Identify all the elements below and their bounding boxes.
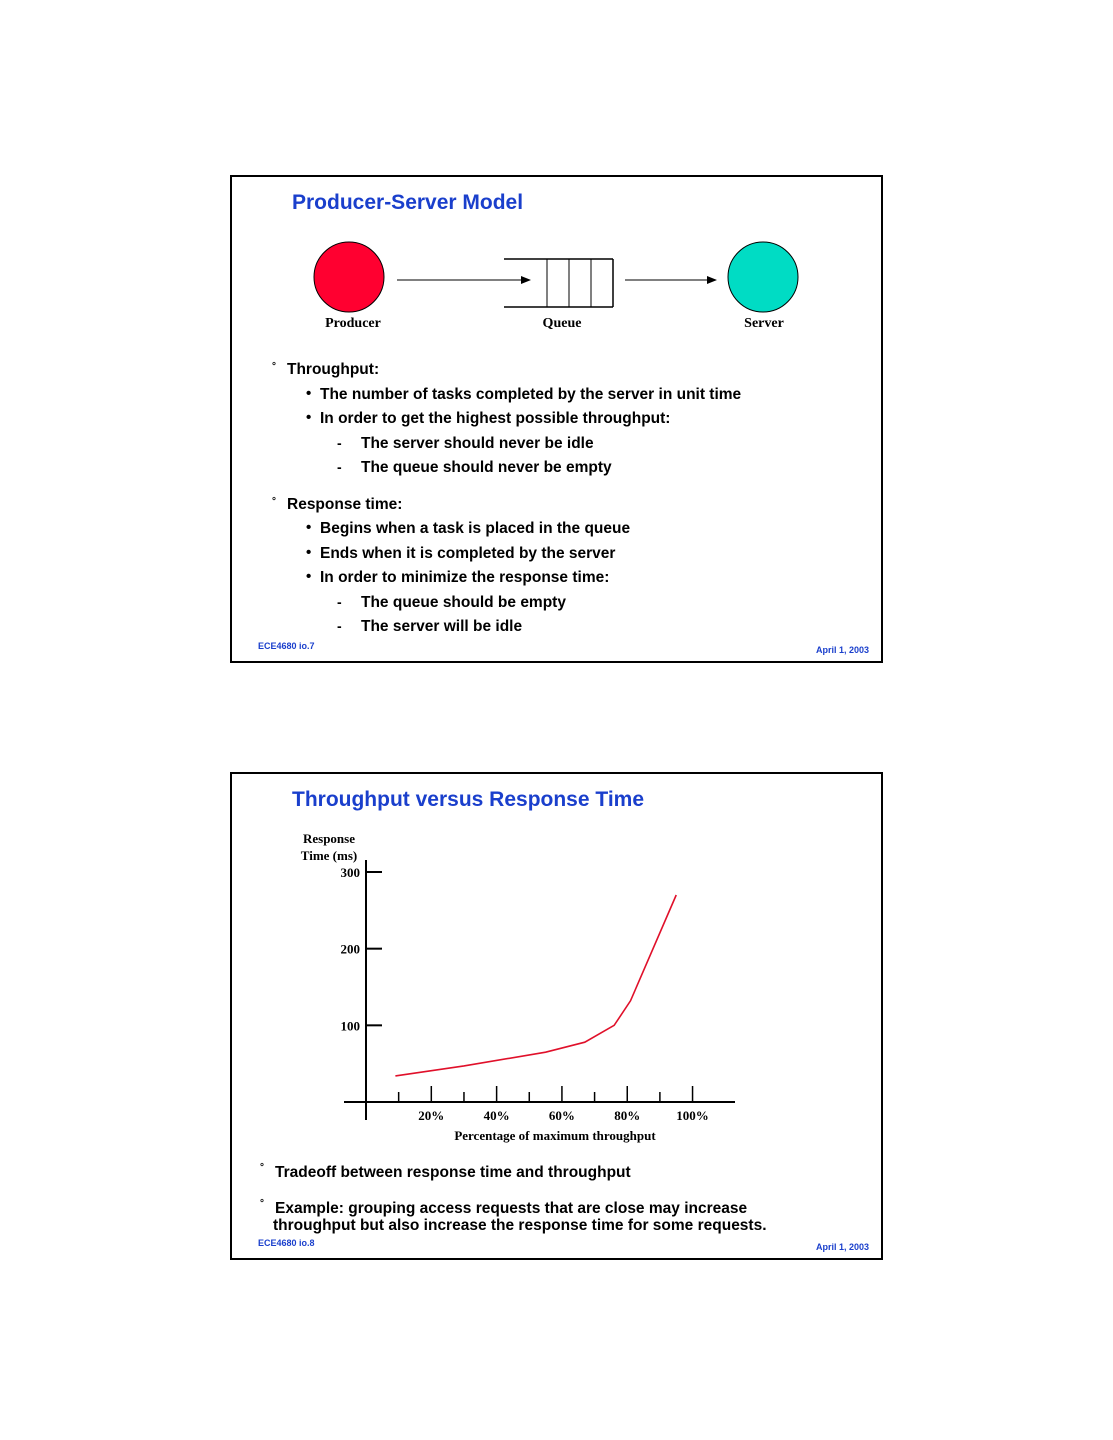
response-time-chart — [232, 774, 885, 1154]
section-heading-throughput: Throughput: — [287, 361, 380, 378]
bullet-dot: • — [306, 568, 312, 585]
y-ticks — [341, 865, 383, 1033]
footer-slide-id: ECE4680 io.7 — [258, 641, 315, 651]
dash-bullet: - — [337, 435, 342, 451]
y-axis-label-line1: Response — [302, 831, 356, 846]
bullet-item: In order to get the highest possible throughput: — [320, 410, 671, 427]
x-tick-label: 60% — [548, 1108, 575, 1123]
slide-title: Throughput versus Response Time — [292, 788, 645, 811]
sub-item: The queue should be empty — [361, 594, 566, 611]
degree-bullet: ° — [272, 496, 276, 507]
sub-item: The server should never be idle — [361, 435, 594, 452]
y-axis-label-line2: Time (ms) — [300, 848, 358, 863]
slide-producer-server-model — [230, 175, 883, 663]
sub-item: The server will be idle — [361, 618, 523, 635]
x-tick-label: 80% — [614, 1108, 641, 1123]
server-circle — [728, 242, 798, 312]
producer-label: Producer — [325, 316, 381, 331]
section-heading-response-time: Response time: — [287, 496, 403, 513]
x-tick-label: 40% — [483, 1108, 510, 1123]
bullet-dot: • — [306, 544, 312, 561]
slide-throughput-vs-response-time — [230, 772, 883, 1260]
bullet-dot: • — [306, 385, 312, 402]
y-tick-label: 100 — [340, 1018, 360, 1034]
y-tick-label: 200 — [340, 941, 360, 957]
footer-date: April 1, 2003 — [815, 1242, 869, 1252]
y-tick-label: 300 — [340, 865, 360, 880]
dash-bullet: - — [337, 594, 342, 610]
point-example-line1: Example: grouping access requests that are close may increase — [275, 1200, 748, 1217]
point-tradeoff: Tradeoff between response time and throughput — [275, 1164, 631, 1181]
queue-label: Queue — [542, 316, 582, 331]
degree-bullet: ° — [260, 1162, 264, 1173]
sub-item: The queue should never be empty — [361, 459, 612, 476]
bullet-dot: • — [306, 519, 312, 536]
series-line — [395, 895, 676, 1076]
bullet-item: The number of tasks completed by the server in unit time — [320, 386, 742, 403]
chart-series — [395, 895, 676, 1076]
degree-bullet: ° — [260, 1198, 264, 1209]
x-tick-label: 20% — [418, 1108, 445, 1123]
chart-axes — [344, 860, 735, 1120]
slide-title: Producer-Server Model — [292, 191, 524, 214]
x-axis-label: Percentage of maximum throughput — [454, 1128, 656, 1143]
point-example-line2: throughput but also increase the response time for some requests. — [273, 1217, 767, 1234]
x-ticks — [399, 1086, 709, 1123]
bullet-item: In order to minimize the response time: — [320, 569, 610, 586]
x-tick-label: 100% — [676, 1108, 709, 1123]
server-label: Server — [744, 316, 784, 331]
bullet-item: Ends when it is completed by the server — [320, 545, 616, 562]
bullet-item: Begins when a task is placed in the queue — [320, 520, 631, 537]
bullet-dot: • — [306, 409, 312, 426]
degree-bullet: ° — [272, 361, 276, 372]
footer-date: April 1, 2003 — [815, 645, 869, 655]
dash-bullet: - — [337, 459, 342, 475]
footer-slide-id: ECE4680 io.8 — [258, 1238, 315, 1248]
producer-circle — [314, 242, 384, 312]
dash-bullet: - — [337, 618, 342, 634]
queue-box — [504, 259, 613, 307]
